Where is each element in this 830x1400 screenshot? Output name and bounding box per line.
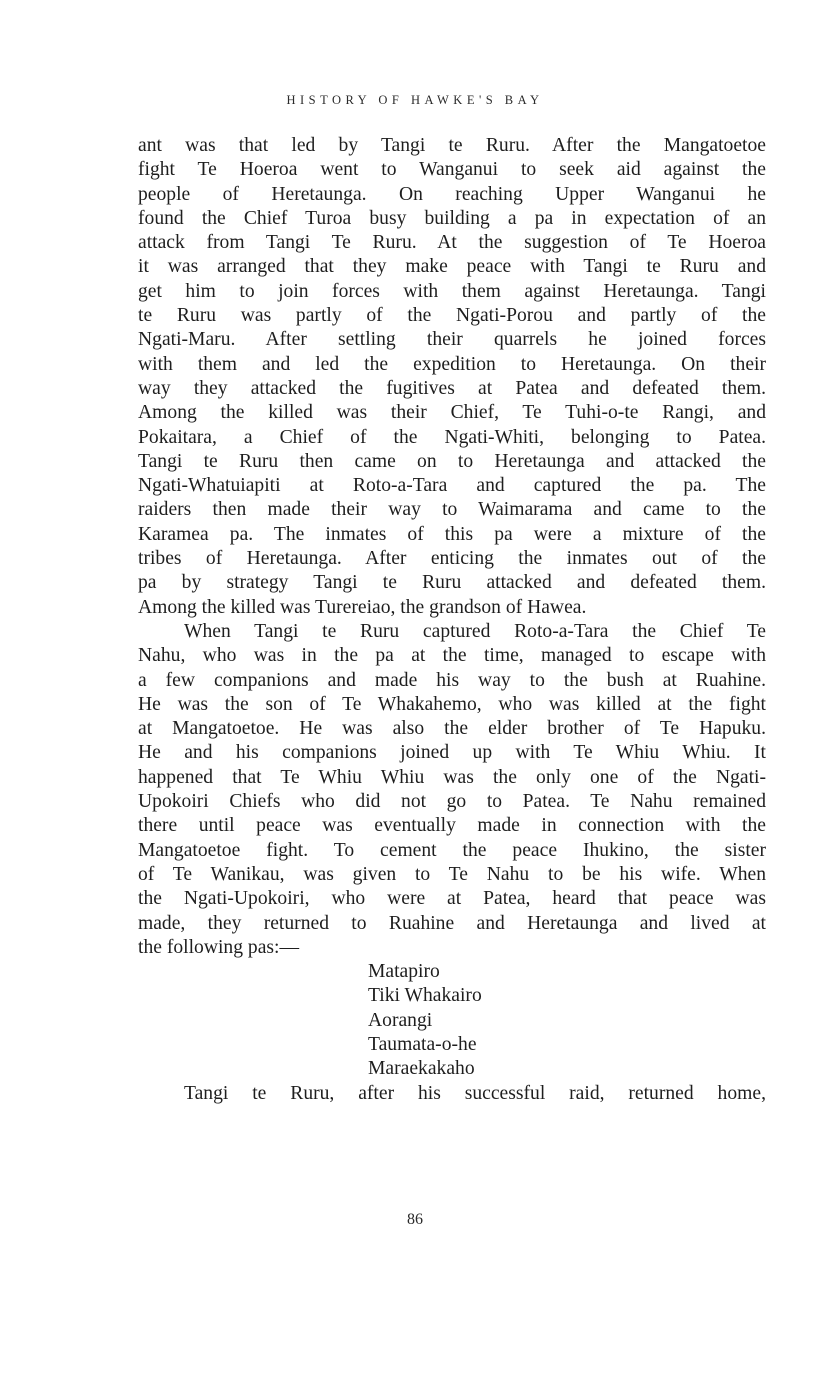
text-line: of Te Wanikau, was given to Te Nahu to be his wife. When [138,863,766,885]
text-line: pa by strategy Tangi te Ruru attacked and defeated them. [138,572,766,594]
text-line: Among the killed was Turereiao, the grandson of Hawea. [138,596,587,618]
text-line: happened that Te Whiu Whiu was the only one of the Ngati- [138,766,766,788]
running-head: HISTORY OF HAWKE'S BAY [286,93,544,107]
pa-list [138,960,766,1081]
text-line: tribes of Heretaunga. After enticing the inmates out of the [138,548,766,570]
text-line: raiders then made their way to Waimarama and came to the [138,499,766,521]
text-line: Karamea pa. The inmates of this pa were a mixture of the [138,523,766,545]
text-line: Tangi te Ruru, after his successful raid, returned home, [184,1082,766,1104]
text-line: with them and led the expedition to Heretaunga. On their [138,353,766,375]
text-line: made, they returned to Ruahine and Heretaunga and lived at [138,912,766,934]
paragraph-2 [138,620,766,960]
text-line: te Ruru was partly of the Ngati-Porou and partly of the [138,305,766,327]
page-number: 86 [407,1211,423,1228]
text-line: Tangi te Ruru then came on to Heretaunga and attacked the [138,450,766,472]
text-line: a few companions and made his way to the bush at Ruahine. [138,669,766,691]
paragraph-1 [138,134,766,620]
text-line: Ngati-Whatuiapiti at Roto-a-Tara and captured the pa. The [138,475,766,497]
text-line: found the Chief Turoa busy building a pa in expectation of an [138,207,766,229]
text-line: fight Te Hoeroa went to Wanganui to seek aid against the [138,159,766,181]
text-line: Nahu, who was in the pa at the time, managed to escape with [138,645,766,667]
text-line: When Tangi te Ruru captured Roto-a-Tara the Chief Te [184,620,766,642]
text-line: get him to join forces with them against Heretaunga. Tangi [138,280,766,302]
text-line: Mangatoetoe fight. To cement the peace Ihukino, the sister [138,839,766,861]
text-line: He was the son of Te Whakahemo, who was killed at the fight [138,693,766,715]
text-line: at Mangatoetoe. He was also the elder brother of Te Hapuku. [138,718,766,740]
text-line: Ngati-Maru. After settling their quarrels he joined forces [138,329,766,351]
text-line: He and his companions joined up with Te Whiu Whiu. It [138,742,766,764]
text-line: Pokaitara, a Chief of the Ngati-Whiti, belonging to Patea. [138,426,766,448]
text-line: there until peace was eventually made in connection with the [138,815,766,837]
text-line: way they attacked the fugitives at Patea and defeated them. [138,377,766,399]
list-item: Matapiro [368,961,440,983]
text-line: Upokoiri Chiefs who did not go to Patea. Te Nahu remained [138,791,766,813]
list-item: Taumata-o-he [368,1033,477,1055]
text-line: it was arranged that they make peace with Tangi te Ruru and [138,256,766,278]
text-line: ant was that led by Tangi te Ruru. After the Mangatoetoe [138,135,766,156]
list-item: Aorangi [368,1009,433,1031]
text-line: the Ngati-Upokoiri, who were at Patea, heard that peace was [138,888,766,910]
text-line: attack from Tangi Te Ruru. At the suggestion of Te Hoeroa [138,232,766,254]
text-line: Among the killed was their Chief, Te Tuhi-o-te Rangi, and [138,402,766,424]
list-item: Maraekakaho [368,1058,475,1080]
text-line: people of Heretaunga. On reaching Upper Wanganui he [138,183,766,205]
text-line: the following pas:— [138,936,300,958]
list-item: Tiki Whakairo [368,985,482,1007]
body-text [138,134,766,1106]
paragraph-3 [138,1082,766,1106]
